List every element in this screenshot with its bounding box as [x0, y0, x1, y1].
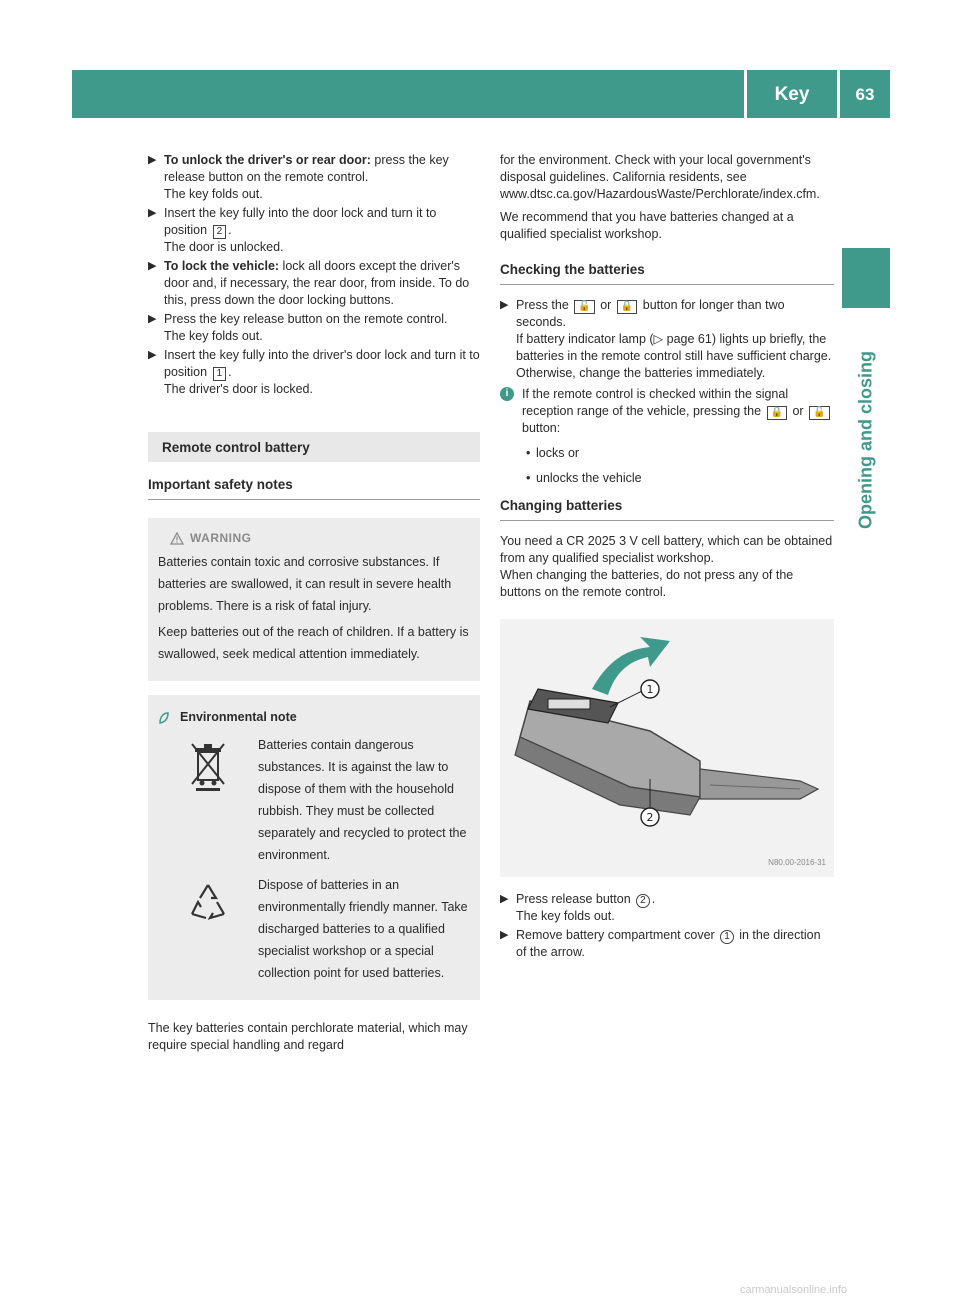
- lock-button-icon: 🔒: [617, 300, 637, 314]
- list-item: • locks or: [526, 445, 834, 462]
- key-illustration-svg: [500, 619, 834, 877]
- step-insert-key-lock: ▶ Insert the key fully into the driver's door lock and turn it to position 1 . The driver's door is locked.: [148, 348, 480, 396]
- info-bullets: [500, 445, 834, 487]
- warning-box: [148, 518, 480, 681]
- step-arrow-icon: ▶: [148, 313, 157, 325]
- key-position-1-icon: 1: [213, 367, 227, 381]
- key-position-2-icon: 2: [213, 225, 227, 239]
- subsection-checking-batteries: Checking the batteries: [500, 261, 834, 285]
- warning-text-1: Batteries contain toxic and corrosive substances. If batteries are swallowed, it can result in severe health problems. There is a risk of fatal injury.: [158, 555, 452, 613]
- key-battery-illustration: [500, 619, 834, 877]
- right-column: [500, 152, 834, 963]
- svg-text:2: 2: [646, 811, 654, 824]
- crossed-bin-icon: [158, 734, 258, 866]
- recycle-icon: [158, 874, 258, 984]
- step-arrow-icon: ▶: [148, 207, 157, 219]
- svg-text:1: 1: [646, 683, 654, 696]
- step-arrow-icon: ▶: [500, 929, 509, 941]
- recommend-text: We recommend that you have batteries changed at a qualified specialist workshop.: [500, 210, 794, 241]
- environmental-note-header: Environmental note: [158, 709, 470, 726]
- perchlorate-continuation: for the environment. Check with your local government's disposal guidelines. California residents, see www.dtsc.ca.gov/HazardousWaste/Perchlorate/index.cfm.: [500, 153, 820, 201]
- watermark: carmanualsonline.info: [740, 1284, 848, 1296]
- unlock-button-icon: 🔓: [574, 300, 594, 314]
- battery-type-text: You need a CR 2025 3 V cell battery, which can be obtained from any qualified specialist workshop.: [500, 534, 833, 565]
- step-arrow-icon: ▶: [148, 260, 157, 272]
- header-section-title: Key: [747, 70, 837, 118]
- lock-button-icon: 🔒: [767, 406, 787, 420]
- left-column: [148, 152, 480, 1054]
- no-press-text: When changing the batteries, do not press any of the buttons on the remote control.: [500, 568, 794, 599]
- side-chapter-label: Opening and closing: [855, 350, 876, 530]
- env-row-disposal: Batteries contain dangerous substances. It is against the law to dispose of them with the household rubbish. They must be collected separately and recycled to protect the environment.: [158, 734, 470, 866]
- warning-triangle-icon: [170, 532, 184, 545]
- step-arrow-icon: ▶: [148, 349, 157, 361]
- step-press-release-button: ▶ Press release button 2 . The key folds out.: [500, 892, 656, 923]
- header-bar: [72, 70, 744, 118]
- step-insert-key-unlock: ▶ Insert the key fully into the door lock and turn it to position 2 . The door is unlocked.: [148, 206, 437, 254]
- step-arrow-icon: ▶: [500, 893, 509, 905]
- step-check-battery: ▶ Press the 🔓 or 🔒 button for longer than two seconds. If battery indicator lamp (▷ page 61) lights up briefly, the batteries in the remote control still have sufficient charge. Otherwise, change the batteries immediately.: [500, 298, 832, 380]
- warning-text-2: Keep batteries out of the reach of children. If a battery is swallowed, seek medical attention immediately.: [158, 625, 469, 661]
- side-tab: [842, 248, 890, 308]
- callout-2-icon: 2: [636, 894, 650, 908]
- step-arrow-icon: ▶: [500, 299, 509, 311]
- callout-1-icon: 1: [720, 930, 734, 944]
- warning-header: WARNING: [158, 530, 470, 547]
- figure-code: N80.00-2016-31: [768, 858, 826, 867]
- list-item: • unlocks the vehicle: [526, 470, 834, 487]
- step-lock-vehicle: ▶ To lock the vehicle: lock all doors except the driver's door and, if necessary, the rear door, from inside. To do this, press down the door locking buttons.: [148, 259, 470, 307]
- perchlorate-text: The key batteries contain perchlorate material, which may require special handling and regard: [148, 1021, 468, 1052]
- unlock-button-icon: 🔓: [809, 406, 829, 420]
- info-note: i If the remote control is checked within the signal reception range of the vehicle, pressing the 🔒 or 🔓 button:: [500, 386, 834, 437]
- environmental-note-box: [148, 695, 480, 1000]
- step-arrow-icon: ▶: [148, 154, 157, 166]
- step-unlock-door: ▶ To unlock the driver's or rear door: press the key release button on the remote control. The key folds out.: [148, 153, 449, 201]
- subsection-changing-batteries: Changing batteries: [500, 497, 834, 521]
- page-number: 63: [840, 70, 890, 118]
- step-press-release: ▶ Press the key release button on the remote control. The key folds out.: [148, 312, 448, 343]
- env-row-recycle: Dispose of batteries in an environmentally friendly manner. Take discharged batteries to a qualified specialist workshop or a special collection point for used batteries.: [158, 874, 470, 984]
- subsection-safety-notes: Important safety notes: [148, 476, 480, 500]
- page-header: [72, 70, 890, 118]
- section-title-remote-battery: Remote control battery: [148, 432, 480, 462]
- info-icon: i: [500, 387, 514, 401]
- leaf-icon: [158, 711, 170, 725]
- step-remove-cover: ▶ Remove battery compartment cover 1 in the direction of the arrow.: [500, 928, 821, 959]
